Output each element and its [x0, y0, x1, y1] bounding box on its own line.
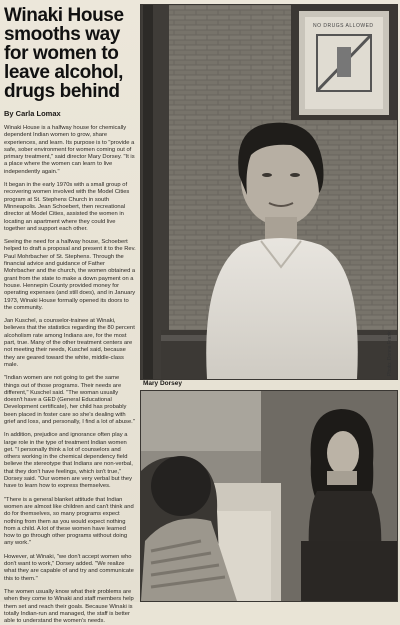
article-column: [4, 5, 136, 625]
photo-column: [140, 4, 396, 600]
headline: [4, 6, 136, 101]
article-paragraph: Winaki House is a halfway house for chemically dependent Indian women to grow, share experiences, and learn. Its purpose is to "provide a safe, sober environment for women coming out of primary treatment," said director Mary Dorsey. "It is a place where the women can learn to live independently again.": [4, 125, 135, 175]
headline-line: drugs behind: [4, 81, 120, 102]
poster-text: NO DRUGS ALLOWED: [313, 23, 374, 29]
conversation-photo-graphic: [141, 391, 397, 601]
article-paragraph: "Indian women are not going to get the same things out of those programs. Their needs are different," Kuschel said. "The woman usually doesn't have a GED (General Educational Development certificate), her child has probably been placed in foster care so she's dealing with grief and loss, and personally, I find a lot of abuse.": [4, 375, 135, 425]
byline: By Carla Lomax: [4, 109, 61, 118]
conversation-photo: [140, 390, 398, 602]
article-paragraph: "There is a general blanket attitude that Indian women are almost like children and can't think and do for themselves, so many programs expect nothing from them as you would expect nothing from a child. A lot of these women have learned how to go through other programs without doing any work.": [4, 496, 134, 547]
headline-line: smooths way: [4, 24, 120, 45]
photo-credit: Photo: Donna Frank: [387, 331, 393, 376]
portrait-photo: [140, 4, 398, 380]
article-paragraph: Jan Kuschel, a counselor-trainee at Winaki, believes that the statistics regarding the 80 percent alcoholism rate among Indians are, for the most part, true. Many of the other treatment centers are not meeting their needs, Kuschel said, because they are geared toward the white, middle-class male.: [4, 318, 135, 368]
article-paragraph: However, at Winaki, "we don't accept women who don't want to work," Dorsey added. "We realize what they are capable of and try and communicate this to them.": [4, 553, 134, 582]
photo-caption: Mary Dorsey: [143, 380, 183, 387]
article-paragraph: The women usually know what their problems are when they come to Winaki and staff members help them set and reach their goals. Because Winaki is totally Indian-run and managed, the staff is better able to understand the women's needs.: [4, 588, 134, 625]
headline-line: Winaki House: [4, 5, 124, 26]
article-paragraph: In addition, prejudice and ignorance often play a large role in the type of treatment Indian women get. "I personally think a lot of counselors and others working in the chemical dependency field believe the stereotype that Indians are non-verbal, that they don't have feelings, which isn't true," Dorsey said. "Our women are very verbal but they have to learn how to express themselves.: [4, 432, 133, 490]
headline-line: for women to: [4, 43, 119, 64]
portrait-photo-graphic: [141, 5, 397, 379]
article-paragraph: Seeing the need for a halfway house, Schoebert helped to draft a proposal and present it to the Rev. Paul Mohrbacher of St. Stephens. Through the financial advice and guidance of Father Mohrbacher and the church, the women obtained a grant from the state to make a down payment on a house. Hennepin County provided money for operating expenses (and still does), and in January 1973, Winaki House formally opened its doors to the community.: [4, 239, 136, 311]
headline-line: leave alcohol,: [4, 62, 124, 83]
article-paragraph: It began in the early 1970s with a small group of recovering women involved with the Model Cities program at St. Stephens Church in south Minneapolis. Jean Schoebert, then recreational director at Model Cities, assisted the women in locating an apartment where they could live together and support each other.: [4, 182, 130, 232]
